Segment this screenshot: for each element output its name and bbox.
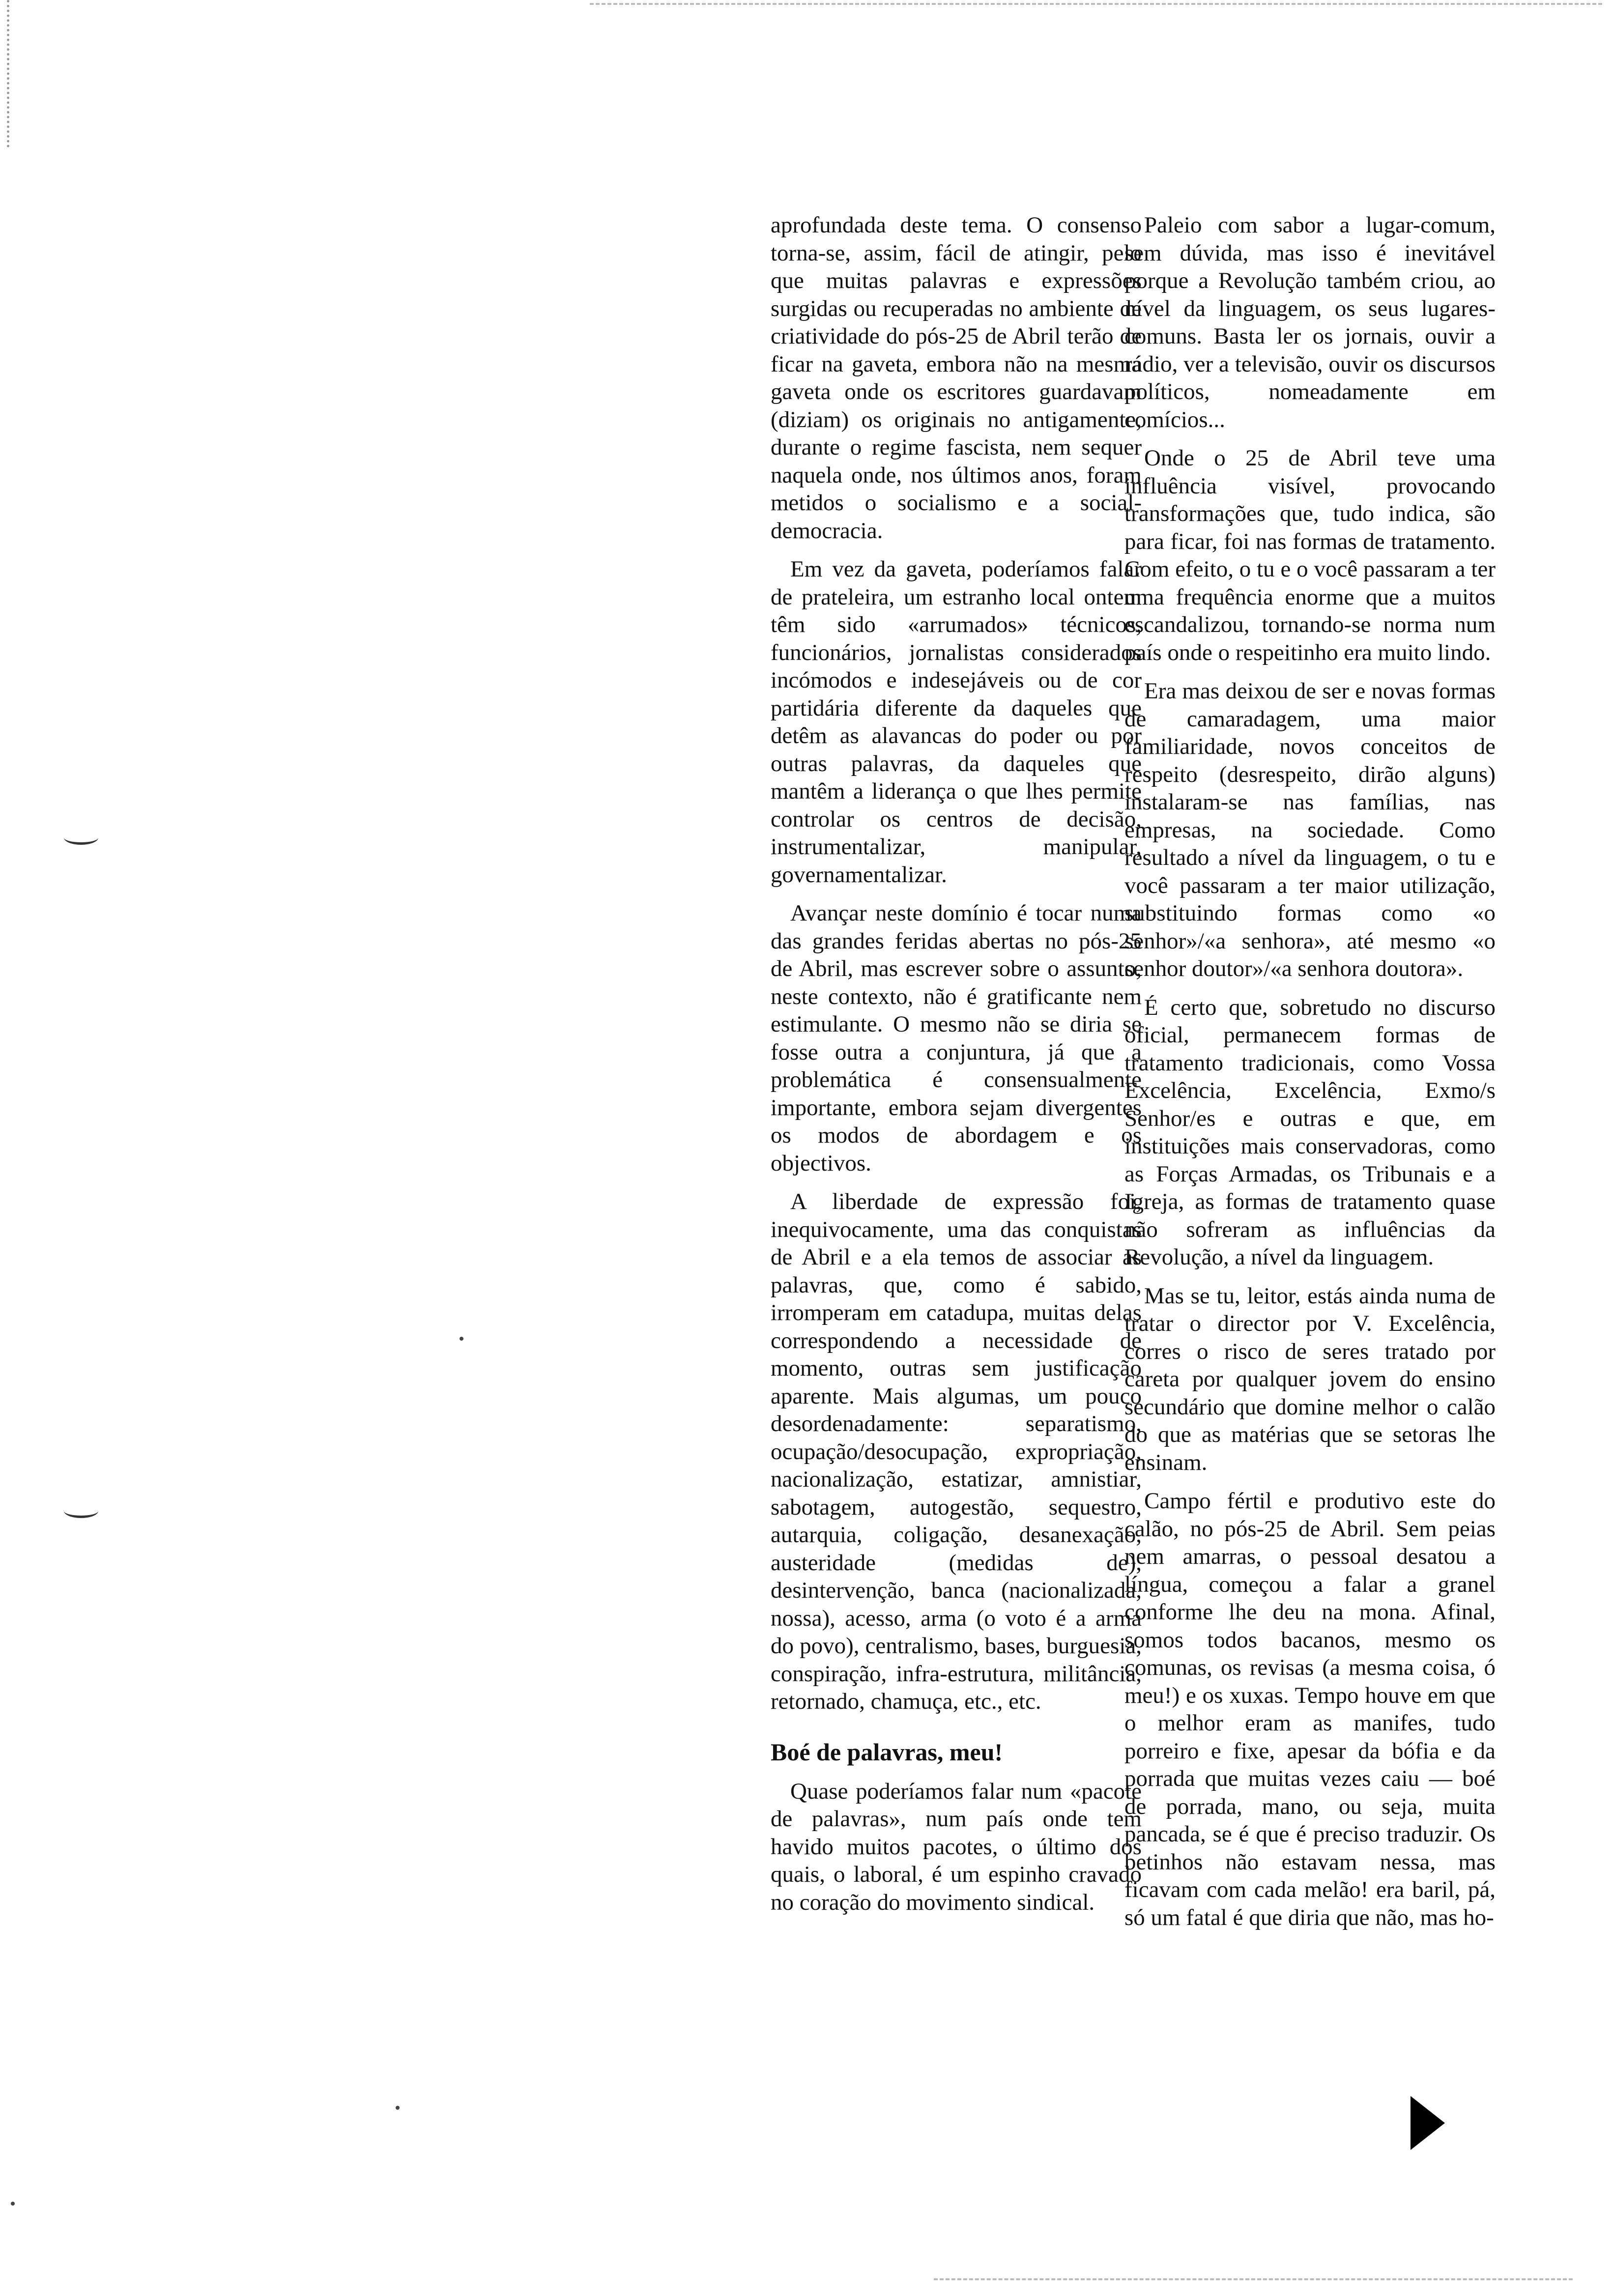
paragraph: Onde o 25 de Abril teve uma influência visível, provocando transformações que, tudo indica, são para ficar, foi nas formas de tratamento. Com efeito, o tu e o você passaram a ter uma frequência enorme que a muitos escandalizou, tornando-se norma num país onde o respeitinho era muito lindo. <box>1124 445 1496 665</box>
paragraph: aprofundada deste tema. O consenso torna-se, assim, fácil de atingir, pelo que muitas palavras e expressões surgidas ou recuperadas no ambiente de criatividade do pós-25 de Abril terão de ficar na gaveta, embora não na mesma gaveta onde os escritores guardavam (diziam) os originais no antigamente, durante o regime fascista, nem sequer naquela onde, nos últimos anos, foram metidos o socialismo e a social-democracia. <box>771 212 1142 544</box>
scan-speck <box>396 2106 400 2110</box>
paragraph: Em vez da gaveta, poderíamos falar de prateleira, um estranho local ontem têm sido «arrumados» técnicos, funcionários, jornalistas considerados incómodos e indesejáveis ou de cor partidária diferente da daqueles que detêm as alavancas do poder ou por outras palavras, da daqueles que mantêm a liderança o que lhes permite controlar os centros de decisão, instrumentalizar, manipular, governamentalizar. <box>771 556 1142 888</box>
scan-speck <box>460 1337 463 1341</box>
scan-edge-top <box>590 3 1602 5</box>
paragraph: Mas se tu, leitor, estás ainda numa de tratar o director por V. Excelência, corres o risco de seres tratado por careta por qualquer jovem do ensino secundário que domine melhor o calão do que as matérias que se setoras lhe ensinam. <box>1124 1283 1496 1475</box>
section-subheading: Boé de palavras, meu! <box>771 1738 1003 1766</box>
punch-hole-mark <box>64 831 98 845</box>
article-column-right <box>1124 211 1496 1942</box>
punch-hole-mark <box>64 1504 98 1518</box>
paragraph: Era mas deixou de ser e novas formas de camaradagem, uma maior familiaridade, novos conceitos de respeito (desrespeito, dirão alguns) instalaram-se nas famílias, nas empresas, na sociedade. Como resultado a nível da linguagem, o tu e você passaram a ter maior utilização, substituindo formas como «o senhor»/«a senhora», até mesmo «o senhor doutor»/«a senhora doutora». <box>1124 678 1496 981</box>
scan-edge-bottom <box>934 2278 1573 2280</box>
paragraph: A liberdade de expressão foi, inequivocamente, uma das conquistas de Abril e a ela temos de associar as palavras, que, como é sabido, irromperam em catadupa, muitas delas correspondendo a necessidade de momento, outras sem justificação aparente. Mais algumas, um pouco desordenadamente: separatismo, ocupação/desocupação, expropriação, nacionalização, estatizar, amnistiar, sabotagem, autogestão, sequestro, autarquia, coligação, desanexação, austeridade (medidas de), desintervenção, banca (nacionalizada, nossa), acesso, arma (o voto é a arma do povo), centralismo, bases, burguesia, conspiração, infra-estrutura, militância, retornado, chamuça, etc., etc. <box>771 1189 1142 1714</box>
article-column-left <box>771 211 1142 1927</box>
paragraph: Avançar neste domínio é tocar numa das grandes feridas abertas no pós-25 de Abril, mas escrever sobre o assunto, neste contexto, não é gratificante nem estimulante. O mesmo não se diria se fosse outra a conjuntura, já que a problemática é consensualmente importante, embora sejam divergentes os modos de abordagem e os objectivos. <box>771 900 1142 1176</box>
paragraph: Paleio com sabor a lugar-comum, sem dúvida, mas isso é inevitável porque a Revolução também criou, ao nível da linguagem, os seus lugares-comuns. Basta ler os jornais, ouvir a rádio, ver a televisão, ouvir os discursos políticos, nomeadamente em comícios... <box>1124 212 1496 432</box>
scan-edge-left <box>7 0 9 147</box>
arrow-right-icon <box>1410 2096 1445 2150</box>
paragraph: Campo fértil e produtivo este do calão, no pós-25 de Abril. Sem peias nem amarras, o pessoal desatou a língua, começou a falar a granel conforme lhe deu na mona. Afinal, somos todos bacanos, mesmo os comunas, os revisas (a mesma coisa, ó meu!) e os xuxas. Tempo houve em que o melhor eram as manifes, tudo porreiro e fixe, apesar da bófia e da porrada que muitas vezes caiu — boé de porrada, mano, ou seja, muita pancada, se é que é preciso traduzir. Os betinhos não estavam nessa, mas ficavam com cada melão! era baril, pá, só um fatal é que diria que não, mas ho- <box>1124 1488 1496 1930</box>
paragraph: É certo que, sobretudo no discurso oficial, permanecem formas de tratamento tradicionais, como Vossa Excelência, Excelência, Exmo/s Senhor/es e outras e que, em instituições mais conservadoras, como as Forças Armadas, os Tribunais e a Igreja, as formas de tratamento quase não sofreram as influências da Revolução, a nível da linguagem. <box>1124 994 1496 1270</box>
paragraph: Quase poderíamos falar num «pacote de palavras», num país onde tem havido muitos pacotes, o último dos quais, o laboral, é um espinho cravado no coração do movimento sindical. <box>771 1778 1142 1915</box>
scan-speck <box>11 2202 15 2206</box>
